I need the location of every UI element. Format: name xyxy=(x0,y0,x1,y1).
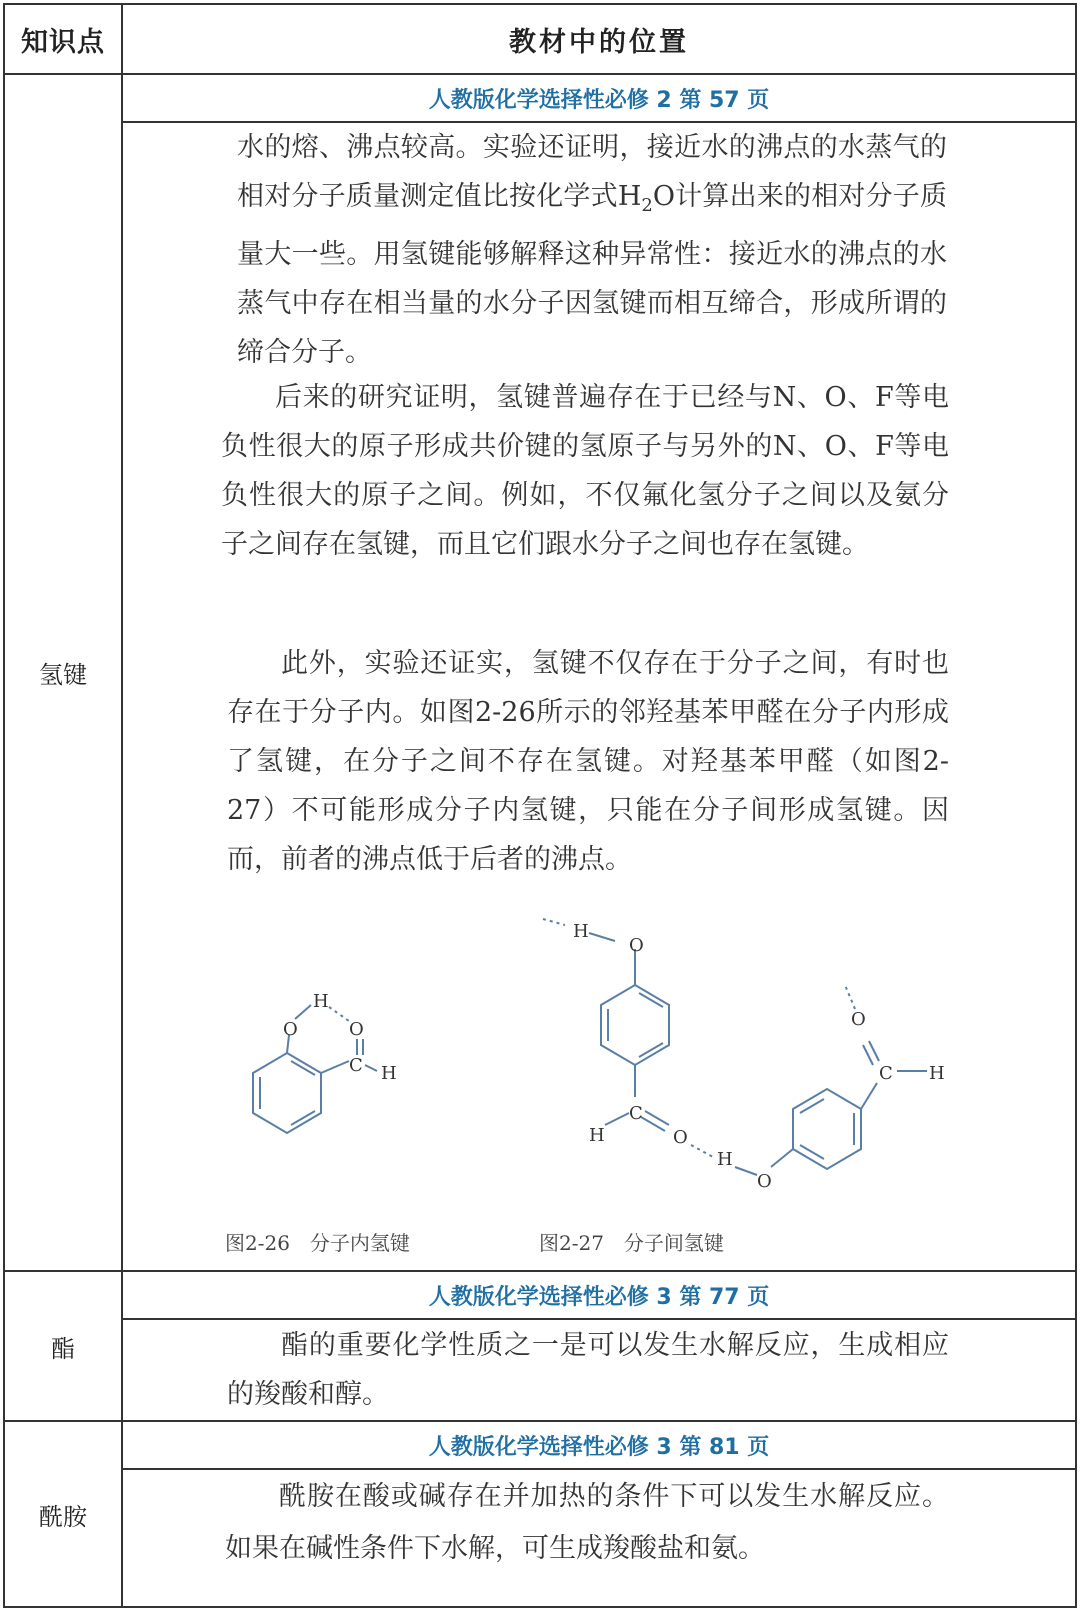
header-topic: 知识点 xyxy=(21,26,105,58)
atom-label: C xyxy=(879,1063,893,1084)
intramolecular-hbond-diagram xyxy=(225,965,425,1155)
paragraph: 酰胺在酸或碱存在并加热的条件下可以发生水解反应。如果在碱性条件下水解，可生成羧酸盐和氨。 xyxy=(225,1481,949,1564)
figure-caption: 图2-26 分子内氢键 xyxy=(225,1231,410,1255)
topic-hydrogen-bond: 氢键 xyxy=(39,661,87,689)
source-label: 人教版化学选择性必修 3 第 77 页 xyxy=(428,1284,770,1310)
atom-label: H xyxy=(573,921,589,942)
paragraph: 后来的研究证明，氢键普遍存在于已经与N、O、F等电负性很大的原子形成共价键的氢原子与另外的N、O、F等电负性很大的原子之间。例如，不仅氟化氢分子之间以及氨分子之间存在氢键，而且它们跟水分子之间也存在氢键。 xyxy=(221,382,949,560)
source-label: 人教版化学选择性必修 3 第 81 页 xyxy=(428,1434,770,1460)
header-location: 教材中的位置 xyxy=(509,26,689,58)
atom-label: O xyxy=(629,935,644,956)
atom-label: H xyxy=(717,1149,733,1170)
atom-label: O xyxy=(757,1171,772,1192)
atom-label: C xyxy=(629,1103,643,1124)
paragraph: 此外，实验还证实，氢键不仅存在于分子之间，有时也存在于分子内。如图2-26所示的邻羟基苯甲醛在分子内形成了氢键，在分子之间不存在氢键。对羟基苯甲醛（如图2-27）不可能形成分子内氢键，只能在分子间形成氢键。因而，前者的沸点低于后者的沸点。 xyxy=(227,648,949,875)
paragraph: 酯的重要化学性质之一是可以发生水解反应，生成相应的羧酸和醇。 xyxy=(227,1330,949,1410)
atom-label: O xyxy=(283,1019,298,1040)
atom-label: H xyxy=(589,1125,605,1146)
atom-label: H xyxy=(381,1063,397,1084)
figure-caption: 图2-27 分子间氢键 xyxy=(539,1231,724,1255)
topic-ester: 酯 xyxy=(51,1334,75,1363)
column-divider xyxy=(121,5,123,1606)
row-divider xyxy=(123,1318,1075,1320)
atom-label: H xyxy=(929,1063,945,1084)
atom-label: H xyxy=(313,991,329,1012)
intermolecular-hbond-diagram xyxy=(535,905,965,1205)
source-label: 人教版化学选择性必修 2 第 57 页 xyxy=(428,87,770,113)
atom-label: O xyxy=(851,1009,866,1030)
knowledge-table xyxy=(3,3,1077,1608)
topic-amide: 酰胺 xyxy=(39,1502,87,1531)
row-divider xyxy=(123,1468,1075,1470)
paragraph: 水的熔、沸点较高。实验还证明，接近水的沸点的水蒸气的相对分子质量测定值比按化学式$H_2O$计算出来的相对分子质量大一些。用氢键能够解释这种异常性：接近水的沸点的水蒸气中存在相当量的水分子因氢键而相互缔合，形成所谓的缔合分子。 xyxy=(237,132,948,368)
atom-label: O xyxy=(673,1127,688,1148)
atom-label: O xyxy=(349,1019,364,1040)
atom-label: C xyxy=(349,1055,363,1076)
